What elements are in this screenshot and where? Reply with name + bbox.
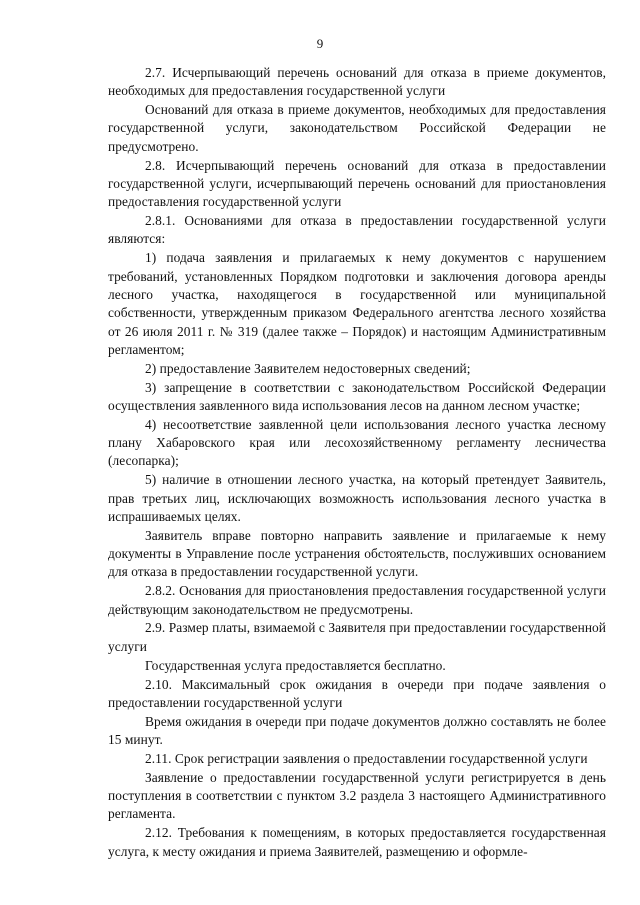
- page-body: [108, 64, 606, 861]
- list-item: 4) несоответствие заявленной цели использования лесного участка лесному плану Хабаровского края или лесохозяйственному регламенту лесничества (лесопарка);: [108, 416, 606, 469]
- list-item: 1) подача заявления и прилагаемых к нему документов с нарушением требований, установленных Порядком подготовки и заключения договора аренды лесного участка, находящегося в государственной или муниципальной собственности, утвержденным приказом Федерального агентства лесного хозяйства от 26 июля 2011 г. № 319 (далее также – Порядок) и настоящим Административным регламентом;: [108, 250, 606, 357]
- paragraph: Оснований для отказа в приеме документов, необходимых для предоставления государственной услуги, законодательством Российской Федерации не предусмотрено.: [108, 102, 606, 154]
- section-2-10-heading: 2.10. Максимальный срок ожидания в очереди при подаче заявления о предоставлении государственной услуги: [108, 676, 606, 710]
- paragraph: 2.8.1. Основаниями для отказа в предоставлении государственной услуги являются:: [108, 213, 606, 247]
- paragraph: Государственная услуга предоставляется бесплатно.: [145, 657, 446, 673]
- section-2-12-heading: 2.12. Требования к помещениям, в которых предоставляется государственная услуга, к месту ожидания и приема Заявителей, размещению и оформле-: [108, 825, 606, 859]
- page-number: 9: [316, 36, 324, 51]
- list-item: 3) запрещение в соответствии с законодательством Российской Федерации осуществления заявленного вида использования лесов на данном лесном участке;: [108, 379, 606, 413]
- paragraph: 2.8.2. Основания для приостановления предоставления государственной услуги действующим законодательством не предусмотрены.: [108, 583, 606, 617]
- section-2-7-heading: 2.7. Исчерпывающий перечень оснований для отказа в приеме документов, необходимых для предоставления государственной услуги: [108, 65, 606, 99]
- list-item: 2) предоставление Заявителем недостоверных сведений;: [145, 360, 471, 376]
- section-2-11-heading: 2.11. Срок регистрации заявления о предоставлении государственной услуги: [145, 750, 588, 766]
- section-2-8-heading: 2.8. Исчерпывающий перечень оснований для отказа в предоставлении государственной услуги, исчерпывающий перечень оснований для приостановления предоставления государственной услуги: [108, 157, 606, 210]
- paragraph: Время ожидания в очереди при подаче документов должно составлять не более 15 минут.: [108, 713, 606, 747]
- section-2-9-heading: 2.9. Размер платы, взимаемой с Заявителя при предоставлении государственной услуги: [108, 620, 606, 654]
- paragraph: Заявитель вправе повторно направить заявление и прилагаемые к нему документы в Управление после устранения обстоятельств, послуживших основанием для отказа в предоставлении государственной услуги.: [108, 527, 606, 580]
- list-item: 5) наличие в отношении лесного участка, на который претендует Заявитель, прав третьих лиц, исключающих возможность использования лесного участка в испрашиваемых целях.: [108, 472, 606, 524]
- paragraph: Заявление о предоставлении государственной услуги регистрируется в день поступления в соответствии с пунктом 3.2 раздела 3 настоящего Административного регламента.: [108, 769, 606, 822]
